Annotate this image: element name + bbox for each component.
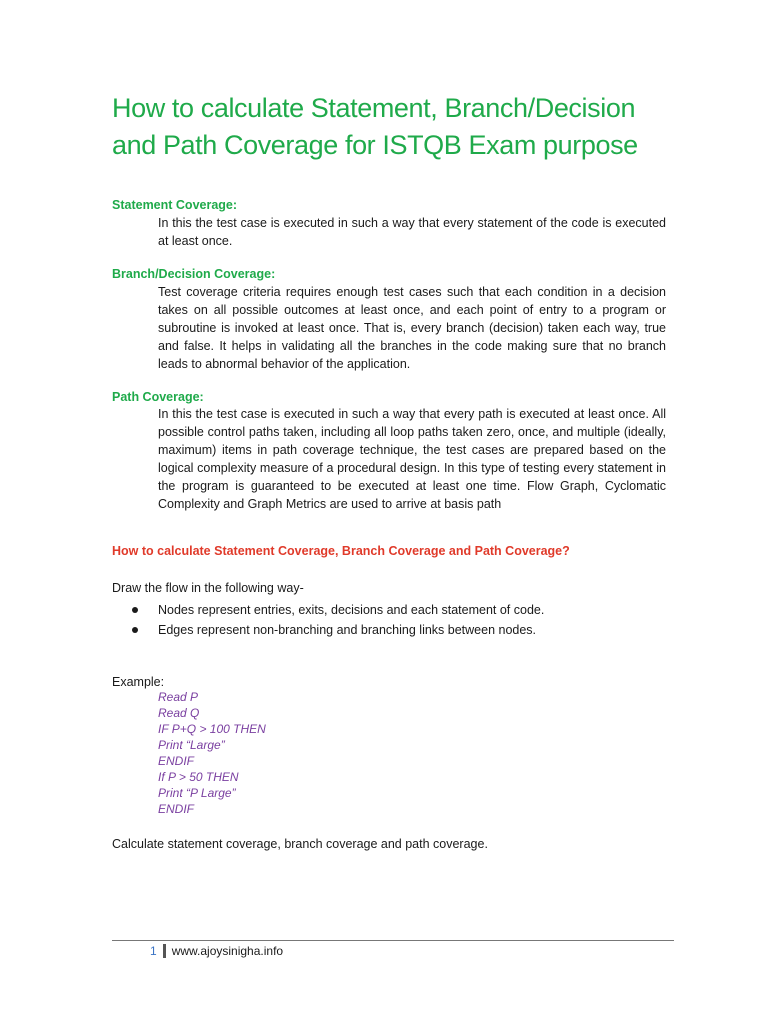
page-footer	[150, 944, 283, 958]
calculation-question: How to calculate Statement Coverage, Branch Coverage and Path Coverage?	[112, 544, 570, 558]
code-line: Read P	[158, 690, 199, 704]
list-item	[112, 620, 672, 640]
page-number: 1	[150, 944, 157, 958]
code-line: Print “Large”	[158, 738, 225, 752]
code-line: IF P+Q > 100 THEN	[158, 722, 266, 736]
list-item-text: Nodes represent entries, exits, decisions and each statement of code.	[158, 603, 545, 617]
flow-rules-list	[112, 600, 672, 640]
footer-divider	[112, 940, 674, 941]
bullet-icon	[132, 607, 138, 613]
code-line: ENDIF	[158, 754, 194, 768]
pseudocode-block	[158, 689, 266, 817]
path-coverage-heading: Path Coverage:	[112, 390, 204, 404]
list-item	[112, 600, 672, 620]
footer-website-link[interactable]: www.ajoysinigha.info	[171, 944, 284, 958]
statement-coverage-heading: Statement Coverage:	[112, 198, 238, 212]
code-line: ENDIF	[158, 802, 194, 816]
bullet-icon	[132, 627, 138, 633]
branch-decision-coverage-heading: Branch/Decision Coverage:	[112, 267, 276, 281]
path-coverage-text: In this the test case is executed in such a way that every path is executed at least once. All possible control paths taken, including all loop paths taken zero, once, and multiple (ideally, maximum) items in path coverage technique, the test cases are prepared based on the logical complexity measure of a procedural design. In this type of testing every statement in the program is guaranteed to be executed at least one time. Flow Graph, Cyclomatic Complexity and Graph Metrics are used to arrive at basis path	[158, 407, 666, 511]
instruction-text: Calculate statement coverage, branch coverage and path coverage.	[112, 837, 488, 851]
branch-decision-coverage-text: Test coverage criteria requires enough test cases such that each condition in a decision takes on all possible outcomes at least once, and each point of entry to a program or subroutine is invoked at least once. That is, every branch (decision) taken each way, true and false. It helps in validating all the branches in the code making sure that no branch leads to abnormal behavior of the application.	[158, 285, 666, 371]
flow-intro-text: Draw the flow in the following way-	[112, 581, 304, 595]
footer-bar-divider	[163, 944, 166, 958]
list-item-text: Edges represent non-branching and branching links between nodes.	[158, 623, 537, 637]
example-label: Example:	[112, 675, 165, 689]
statement-coverage-text: In this the test case is executed in such a way that every statement of the code is executed at least once.	[158, 216, 666, 248]
code-line: Print “P Large”	[158, 786, 236, 800]
document-title: How to calculate Statement, Branch/Decision and Path Coverage for ISTQB Exam purpose	[112, 93, 638, 160]
code-line: Read Q	[158, 706, 200, 720]
code-line: If P > 50 THEN	[158, 770, 239, 784]
